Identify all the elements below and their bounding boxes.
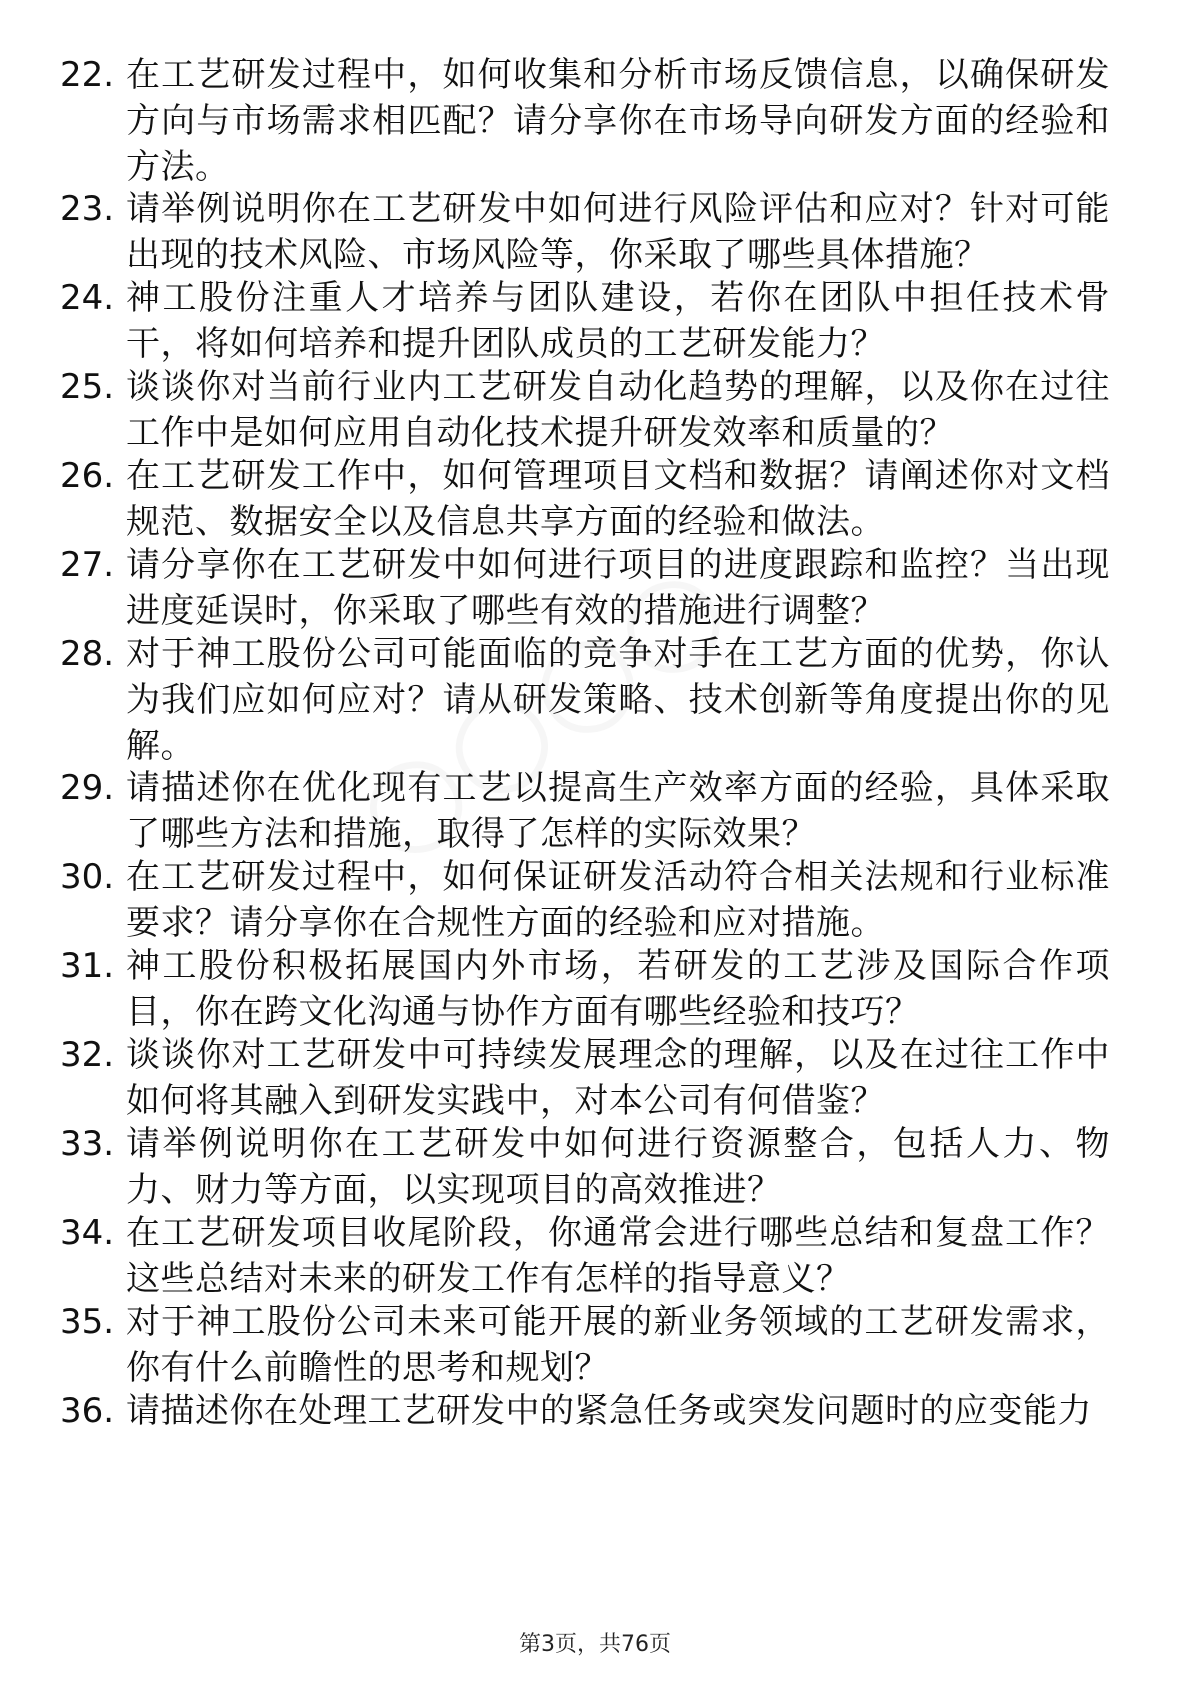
question-item	[60, 1121, 1110, 1213]
question-item	[60, 765, 1110, 857]
question-number: 33.	[60, 1124, 115, 1164]
question-number: 23.	[60, 189, 115, 229]
question-number: 34.	[60, 1213, 115, 1253]
question-item	[60, 542, 1110, 634]
question-text: 请举例说明你在工艺研发中如何进行风险评估和应对？针对可能出现的技术风险、市场风险等，你采取了哪些具体措施？	[126, 189, 1110, 275]
question-number: 25.	[60, 367, 115, 407]
question-text: 请描述你在优化现有工艺以提高生产效率方面的经验，具体采取了哪些方法和措施，取得了怎样的实际效果？	[126, 768, 1110, 854]
question-text: 在工艺研发工作中，如何管理项目文档和数据？请阐述你对文档规范、数据安全以及信息共享方面的经验和做法。	[126, 456, 1110, 542]
question-item	[60, 52, 1110, 190]
question-number: 26.	[60, 456, 115, 496]
question-number: 22.	[60, 55, 115, 95]
question-text: 请举例说明你在工艺研发中如何进行资源整合，包括人力、物力、财力等方面，以实现项目的高效推进？	[126, 1124, 1110, 1210]
question-text: 请分享你在工艺研发中如何进行项目的进度跟踪和监控？当出现进度延误时，你采取了哪些有效的措施进行调整？	[126, 545, 1110, 631]
question-number: 27.	[60, 545, 115, 585]
question-item	[60, 631, 1110, 769]
page-footer: 第3页，共76页	[519, 1632, 671, 1657]
question-item	[60, 943, 1110, 1035]
question-text: 神工股份注重人才培养与团队建设，若你在团队中担任技术骨干，将如何培养和提升团队成员的工艺研发能力？	[126, 278, 1110, 364]
question-number: 35.	[60, 1302, 115, 1342]
question-item	[60, 275, 1110, 367]
question-text: 在工艺研发过程中，如何保证研发活动符合相关法规和行业标准要求？请分享你在合规性方面的经验和应对措施。	[126, 857, 1110, 943]
question-text: 神工股份积极拓展国内外市场，若研发的工艺涉及国际合作项目，你在跨文化沟通与协作方面有哪些经验和技巧？	[126, 946, 1110, 1032]
question-text: 在工艺研发项目收尾阶段，你通常会进行哪些总结和复盘工作？这些总结对未来的研发工作有怎样的指导意义？	[126, 1213, 1110, 1299]
question-item	[60, 1210, 1110, 1302]
question-text: 对于神工股份公司未来可能开展的新业务领域的工艺研发需求，你有什么前瞻性的思考和规划？	[126, 1302, 1110, 1388]
question-item	[60, 364, 1110, 456]
question-text: 对于神工股份公司可能面临的竞争对手在工艺方面的优势，你认为我们应如何应对？请从研发策略、技术创新等角度提出你的见解。	[126, 634, 1110, 766]
question-number: 30.	[60, 857, 115, 897]
question-number: 28.	[60, 634, 115, 674]
question-number: 36.	[60, 1391, 115, 1431]
question-number: 32.	[60, 1035, 115, 1075]
question-number: 29.	[60, 768, 115, 808]
question-text: 谈谈你对当前行业内工艺研发自动化趋势的理解，以及你在过往工作中是如何应用自动化技术提升研发效率和质量的？	[126, 367, 1110, 453]
question-number: 31.	[60, 946, 115, 986]
question-text: 在工艺研发过程中，如何收集和分析市场反馈信息，以确保研发方向与市场需求相匹配？请分享你在市场导向研发方面的经验和方法。	[126, 55, 1110, 187]
question-item	[60, 1032, 1110, 1124]
question-number: 24.	[60, 278, 115, 318]
question-item	[60, 1299, 1110, 1391]
question-item	[60, 1388, 1110, 1434]
question-text: 请描述你在处理工艺研发中的紧急任务或突发问题时的应变能力	[126, 1391, 1092, 1431]
question-item	[60, 453, 1110, 545]
question-text: 谈谈你对工艺研发中可持续发展理念的理解，以及在过往工作中如何将其融入到研发实践中，对本公司有何借鉴？	[126, 1035, 1110, 1121]
question-item	[60, 186, 1110, 278]
question-item	[60, 854, 1110, 946]
